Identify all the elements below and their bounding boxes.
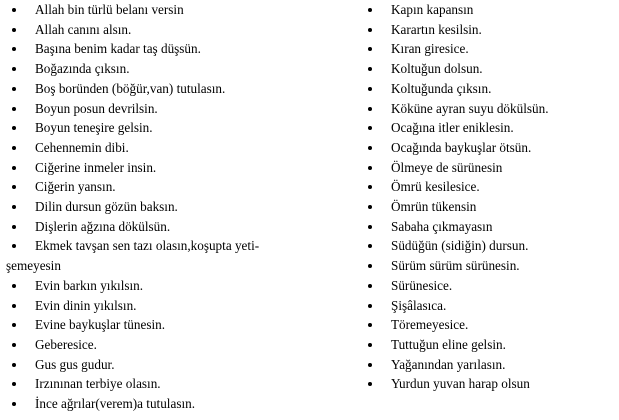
list-item: Ciğerine inmeler insin. xyxy=(6,158,306,178)
list-item: Kapın kapansın xyxy=(362,0,617,20)
list-item: Gus gus gudur. xyxy=(6,355,306,375)
list-item: Boş boründen (böğür,van) tutulasın. xyxy=(6,79,306,99)
right-column xyxy=(362,0,617,394)
wrapped-line-2: şemeyesin xyxy=(6,258,61,274)
list-item: Evin barkın yıkılsın. xyxy=(6,276,306,296)
list-item: Sürüm sürüm sürünesin. xyxy=(362,256,617,276)
list-item: Şişâlasıca. xyxy=(362,296,617,316)
list-item-wrapped xyxy=(6,236,306,275)
list-item: Ömrü kesilesice. xyxy=(362,177,617,197)
right-curse-list xyxy=(362,0,617,394)
list-item: Tuttuğun eline gelsin. xyxy=(362,335,617,355)
list-item: Töremeyesice. xyxy=(362,315,617,335)
list-item: Evine baykuşlar tünesin. xyxy=(6,315,306,335)
list-item: Kıran giresice. xyxy=(362,39,617,59)
list-item: Ocağına itler eniklesin. xyxy=(362,118,617,138)
list-item: Sabaha çıkmayasın xyxy=(362,217,617,237)
list-item: Karartın kesilsin. xyxy=(362,20,617,40)
list-item: Irzınınan terbiye olasın. xyxy=(6,374,306,394)
list-item: Boğazında çıksın. xyxy=(6,59,306,79)
list-item: Allah canını alsın. xyxy=(6,20,306,40)
list-item: Ömrün tükensin xyxy=(362,197,617,217)
left-curse-list xyxy=(6,0,306,414)
list-item: Boyun teneşire gelsin. xyxy=(6,118,306,138)
list-item: Boyun posun devrilsin. xyxy=(6,99,306,119)
list-item: Geberesice. xyxy=(6,335,306,355)
list-item: Ölmeye de sürünesin xyxy=(362,158,617,178)
list-item: Dilin dursun gözün baksın. xyxy=(6,197,306,217)
list-item: Başına benim kadar taş düşsün. xyxy=(6,39,306,59)
list-item: Koltuğunda çıksın. xyxy=(362,79,617,99)
list-item: Cehennemin dibi. xyxy=(6,138,306,158)
list-item: Sürünesice. xyxy=(362,276,617,296)
list-item: Ocağında baykuşlar ötsün. xyxy=(362,138,617,158)
list-item: Südüğün (sidiğin) dursun. xyxy=(362,236,617,256)
list-item: Koltuğun dolsun. xyxy=(362,59,617,79)
list-item: Köküne ayran suyu dökülsün. xyxy=(362,99,617,119)
list-item: Ciğerin yansın. xyxy=(6,177,306,197)
list-item: Dişlerin ağzına dökülsün. xyxy=(6,217,306,237)
list-item: İnce ağrılar(verem)a tutulasın. xyxy=(6,394,306,414)
list-item: Yağanından yarılasın. xyxy=(362,355,617,375)
list-item: Evin dinin yıkılsın. xyxy=(6,296,306,316)
list-item: Yurdun yuvan harap olsun xyxy=(362,374,617,394)
wrapped-line-1: Ekmek tavşan sen tazı olasın,koşupta yeti- xyxy=(35,238,260,254)
left-column xyxy=(6,0,306,414)
list-item: Allah bin türlü belanı versin xyxy=(6,0,306,20)
